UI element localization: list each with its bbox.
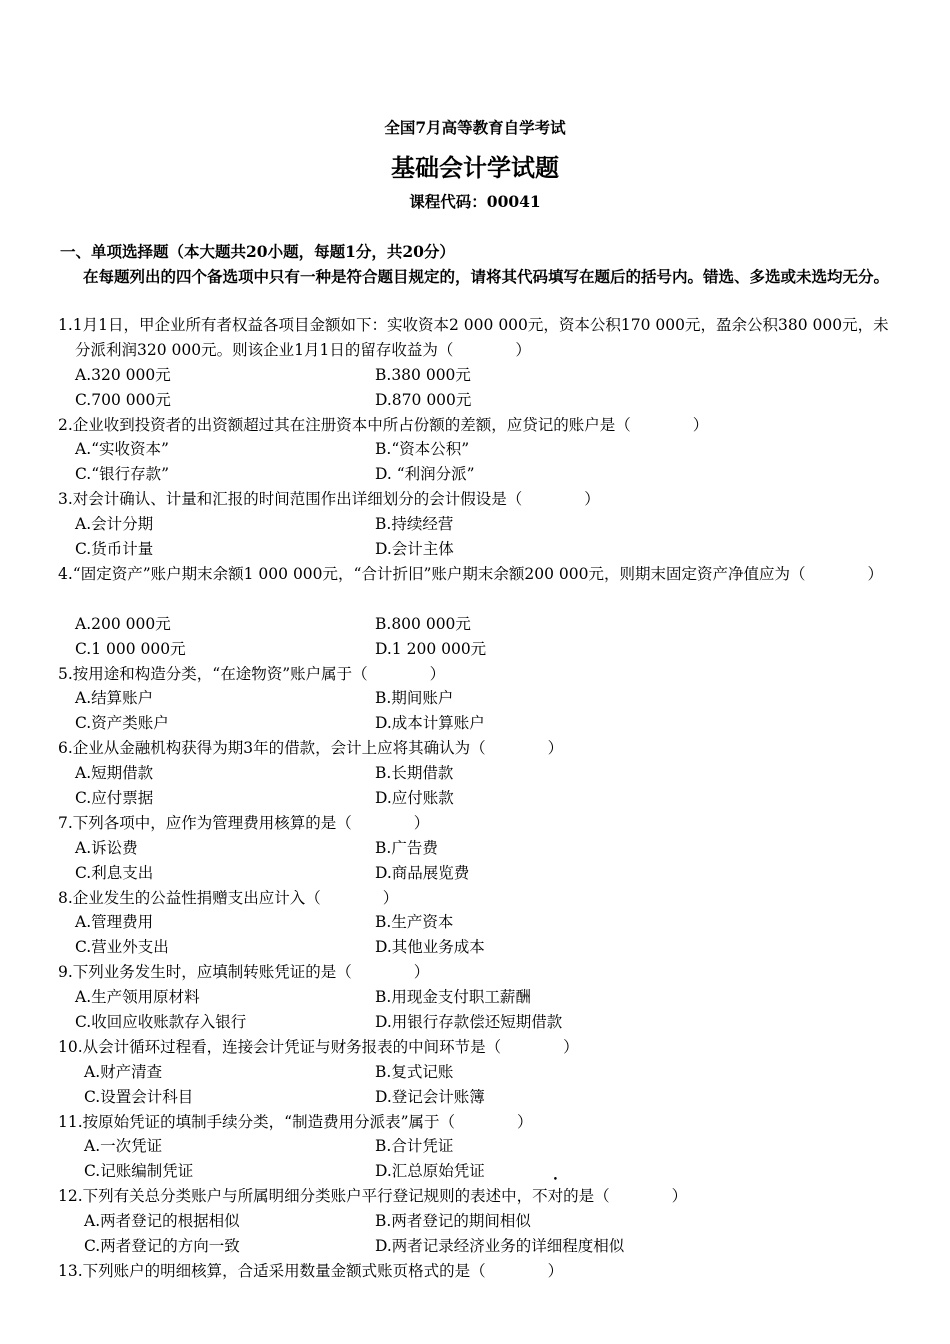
question-4-options <box>58 612 898 637</box>
option-b: B.期间账户 <box>375 689 454 708</box>
question-9-options-2 <box>58 1010 898 1035</box>
option-a: A.结算账户 <box>75 689 154 708</box>
section-instruction: 在每题列出的四个备选项中只有一种是符合题目规定的，请将其代码填写在题后的括号内。错选、多选或未选均无分。 <box>83 267 890 286</box>
option-c: C.两者登记的方向一致 <box>84 1236 240 1255</box>
option-c: C.1 000 000元 <box>75 639 186 658</box>
option-c: C.应付票据 <box>75 788 154 807</box>
question-8-stem: 8.企业发生的公益性捐赠支出应计入（ ） <box>58 888 399 907</box>
question-1-options-2 <box>58 388 898 413</box>
question-6-options-2 <box>58 786 898 811</box>
question-11-options <box>58 1134 898 1159</box>
option-b: B.用现金支付职工薪酬 <box>375 988 531 1007</box>
option-b: B.广告费 <box>375 838 438 857</box>
option-c: C.设置会计科目 <box>84 1087 194 1106</box>
question-5-options-2 <box>58 711 898 736</box>
question-13-stem: 13.下列账户的明细核算，合适采用数量金额式账页格式的是（ ） <box>58 1261 564 1280</box>
question-5-stem: 5.按用途和构造分类，“在途物资”账户属于（ ） <box>58 664 446 683</box>
section-heading: 一、单项选择题（本大题共20小题，每题1分，共20分） <box>60 242 455 261</box>
option-d: D.会计主体 <box>375 540 454 559</box>
option-d: D.870 000元 <box>375 390 472 409</box>
option-d: D.成本计算账户 <box>375 714 485 733</box>
exam-subtitle: 全国7月高等教育自学考试 <box>384 118 566 137</box>
option-a: A.两者登记的根据相似 <box>84 1212 240 1231</box>
question-3-stem: 3.对会计确认、计量和汇报的时间范围作出详细划分的会计假设是（ ） <box>58 490 600 509</box>
question-9-options <box>58 985 898 1010</box>
option-b: B.合计凭证 <box>375 1137 454 1156</box>
option-c: C.“银行存款” <box>75 465 170 484</box>
question-2-options <box>58 437 898 462</box>
question-12-stem-start: 12.下列有关总分类账户与所属明细分类账户平行登记规则的表述中， <box>58 1187 533 1206</box>
option-a: A.财产清查 <box>84 1062 163 1081</box>
option-d: D.商品展览费 <box>375 863 470 882</box>
question-9-stem: 9.下列业务发生时，应填制转账凭证的是（ ） <box>58 963 430 982</box>
option-b: B.两者登记的期间相似 <box>375 1212 531 1231</box>
option-a: A.320 000元 <box>75 365 171 384</box>
option-a: A.一次凭证 <box>84 1137 163 1156</box>
course-code: 课程代码：00041 <box>409 192 541 211</box>
question-10-options-2 <box>58 1085 898 1110</box>
option-c: C.记账编制凭证 <box>84 1162 194 1181</box>
option-c: C.利息支出 <box>75 863 154 882</box>
option-d: D.登记会计账簿 <box>375 1087 485 1106</box>
question-4-stem: 4.“固定资产”账户期末余额1 000 000元，“合计折旧”账户期末余额200 000元，则期末固定资产净值应为（ ） <box>58 564 883 583</box>
option-c: C.收回应收账款存入银行 <box>75 1012 247 1031</box>
option-a: A.生产领用原材料 <box>75 988 200 1007</box>
option-b: B.长期借款 <box>375 764 454 783</box>
question-2-stem: 2.企业收到投资者的出资额超过其在注册资本中所占份额的差额，应贷记的账户是（ ） <box>58 415 709 434</box>
option-d: D. “利润分派” <box>375 465 475 484</box>
option-b: B.复式记账 <box>375 1062 454 1081</box>
question-10-options <box>58 1060 898 1085</box>
option-b: B.800 000元 <box>375 614 471 633</box>
option-b: B.生产资本 <box>375 913 454 932</box>
option-d: D.汇总原始凭证 <box>375 1162 485 1181</box>
option-a: A.“实收资本” <box>75 440 169 459</box>
question-8-options-2 <box>58 935 898 960</box>
question-11-options-2 <box>58 1159 898 1184</box>
question-12-options-2 <box>58 1234 898 1259</box>
option-d: D.两者记录经济业务的详细程度相似 <box>375 1236 625 1255</box>
question-1-options <box>58 363 898 388</box>
option-a: A.管理费用 <box>75 913 154 932</box>
question-11-stem: 11.按原始凭证的填制手续分类，“制造费用分派表”属于（ ） <box>58 1112 533 1131</box>
question-list <box>58 313 898 1284</box>
option-d: D.1 200 000元 <box>375 639 487 658</box>
option-b: B.380 000元 <box>375 365 471 384</box>
option-c: C.营业外支出 <box>75 938 169 957</box>
question-10-stem: 10.从会计循环过程看，连接会计凭证与财务报表的中间环节是（ ） <box>58 1037 579 1056</box>
option-c: C.700 000元 <box>75 390 171 409</box>
option-a: A.诉讼费 <box>75 838 138 857</box>
question-4-options-2 <box>58 637 898 662</box>
option-b: B.“资本公积” <box>375 440 470 459</box>
emphasis-text: 不对的 <box>532 1187 579 1206</box>
question-7-stem: 7.下列各项中，应作为管理费用核算的是（ ） <box>58 813 430 832</box>
question-3-options-2 <box>58 537 898 562</box>
question-3-options <box>58 512 898 537</box>
question-6-stem: 6.企业从金融机构获得为期3年的借款，会计上应将其确认为（ ） <box>58 739 564 758</box>
option-d: D.应付账款 <box>375 788 454 807</box>
option-c: C.资产类账户 <box>75 714 169 733</box>
question-8-options <box>58 910 898 935</box>
question-7-options <box>58 836 898 861</box>
question-5-options <box>58 686 898 711</box>
option-a: A.200 000元 <box>75 614 171 633</box>
option-b: B.持续经营 <box>375 515 454 534</box>
option-c: C.货币计量 <box>75 540 154 559</box>
question-7-options-2 <box>58 861 898 886</box>
page-title: 基础会计学试题 <box>391 154 559 182</box>
option-a: A.会计分期 <box>75 515 154 534</box>
option-a: A.短期借款 <box>75 764 154 783</box>
option-d: D.用银行存款偿还短期借款 <box>375 1012 563 1031</box>
question-1-stem: 1.1月1日，甲企业所有者权益各项目金额如下：实收资本2 000 000元，资本公积170 000元，盈余公积380 000元，未分派利润320 000元。则该企业1月1日的留存收益为（ ） <box>58 316 889 359</box>
question-12-stem-end: 是（ ） <box>578 1187 688 1206</box>
question-2-options-2 <box>58 462 898 487</box>
question-12-options <box>58 1209 898 1234</box>
question-12-stem <box>58 1184 898 1209</box>
option-d: D.其他业务成本 <box>375 938 485 957</box>
question-6-options <box>58 761 898 786</box>
